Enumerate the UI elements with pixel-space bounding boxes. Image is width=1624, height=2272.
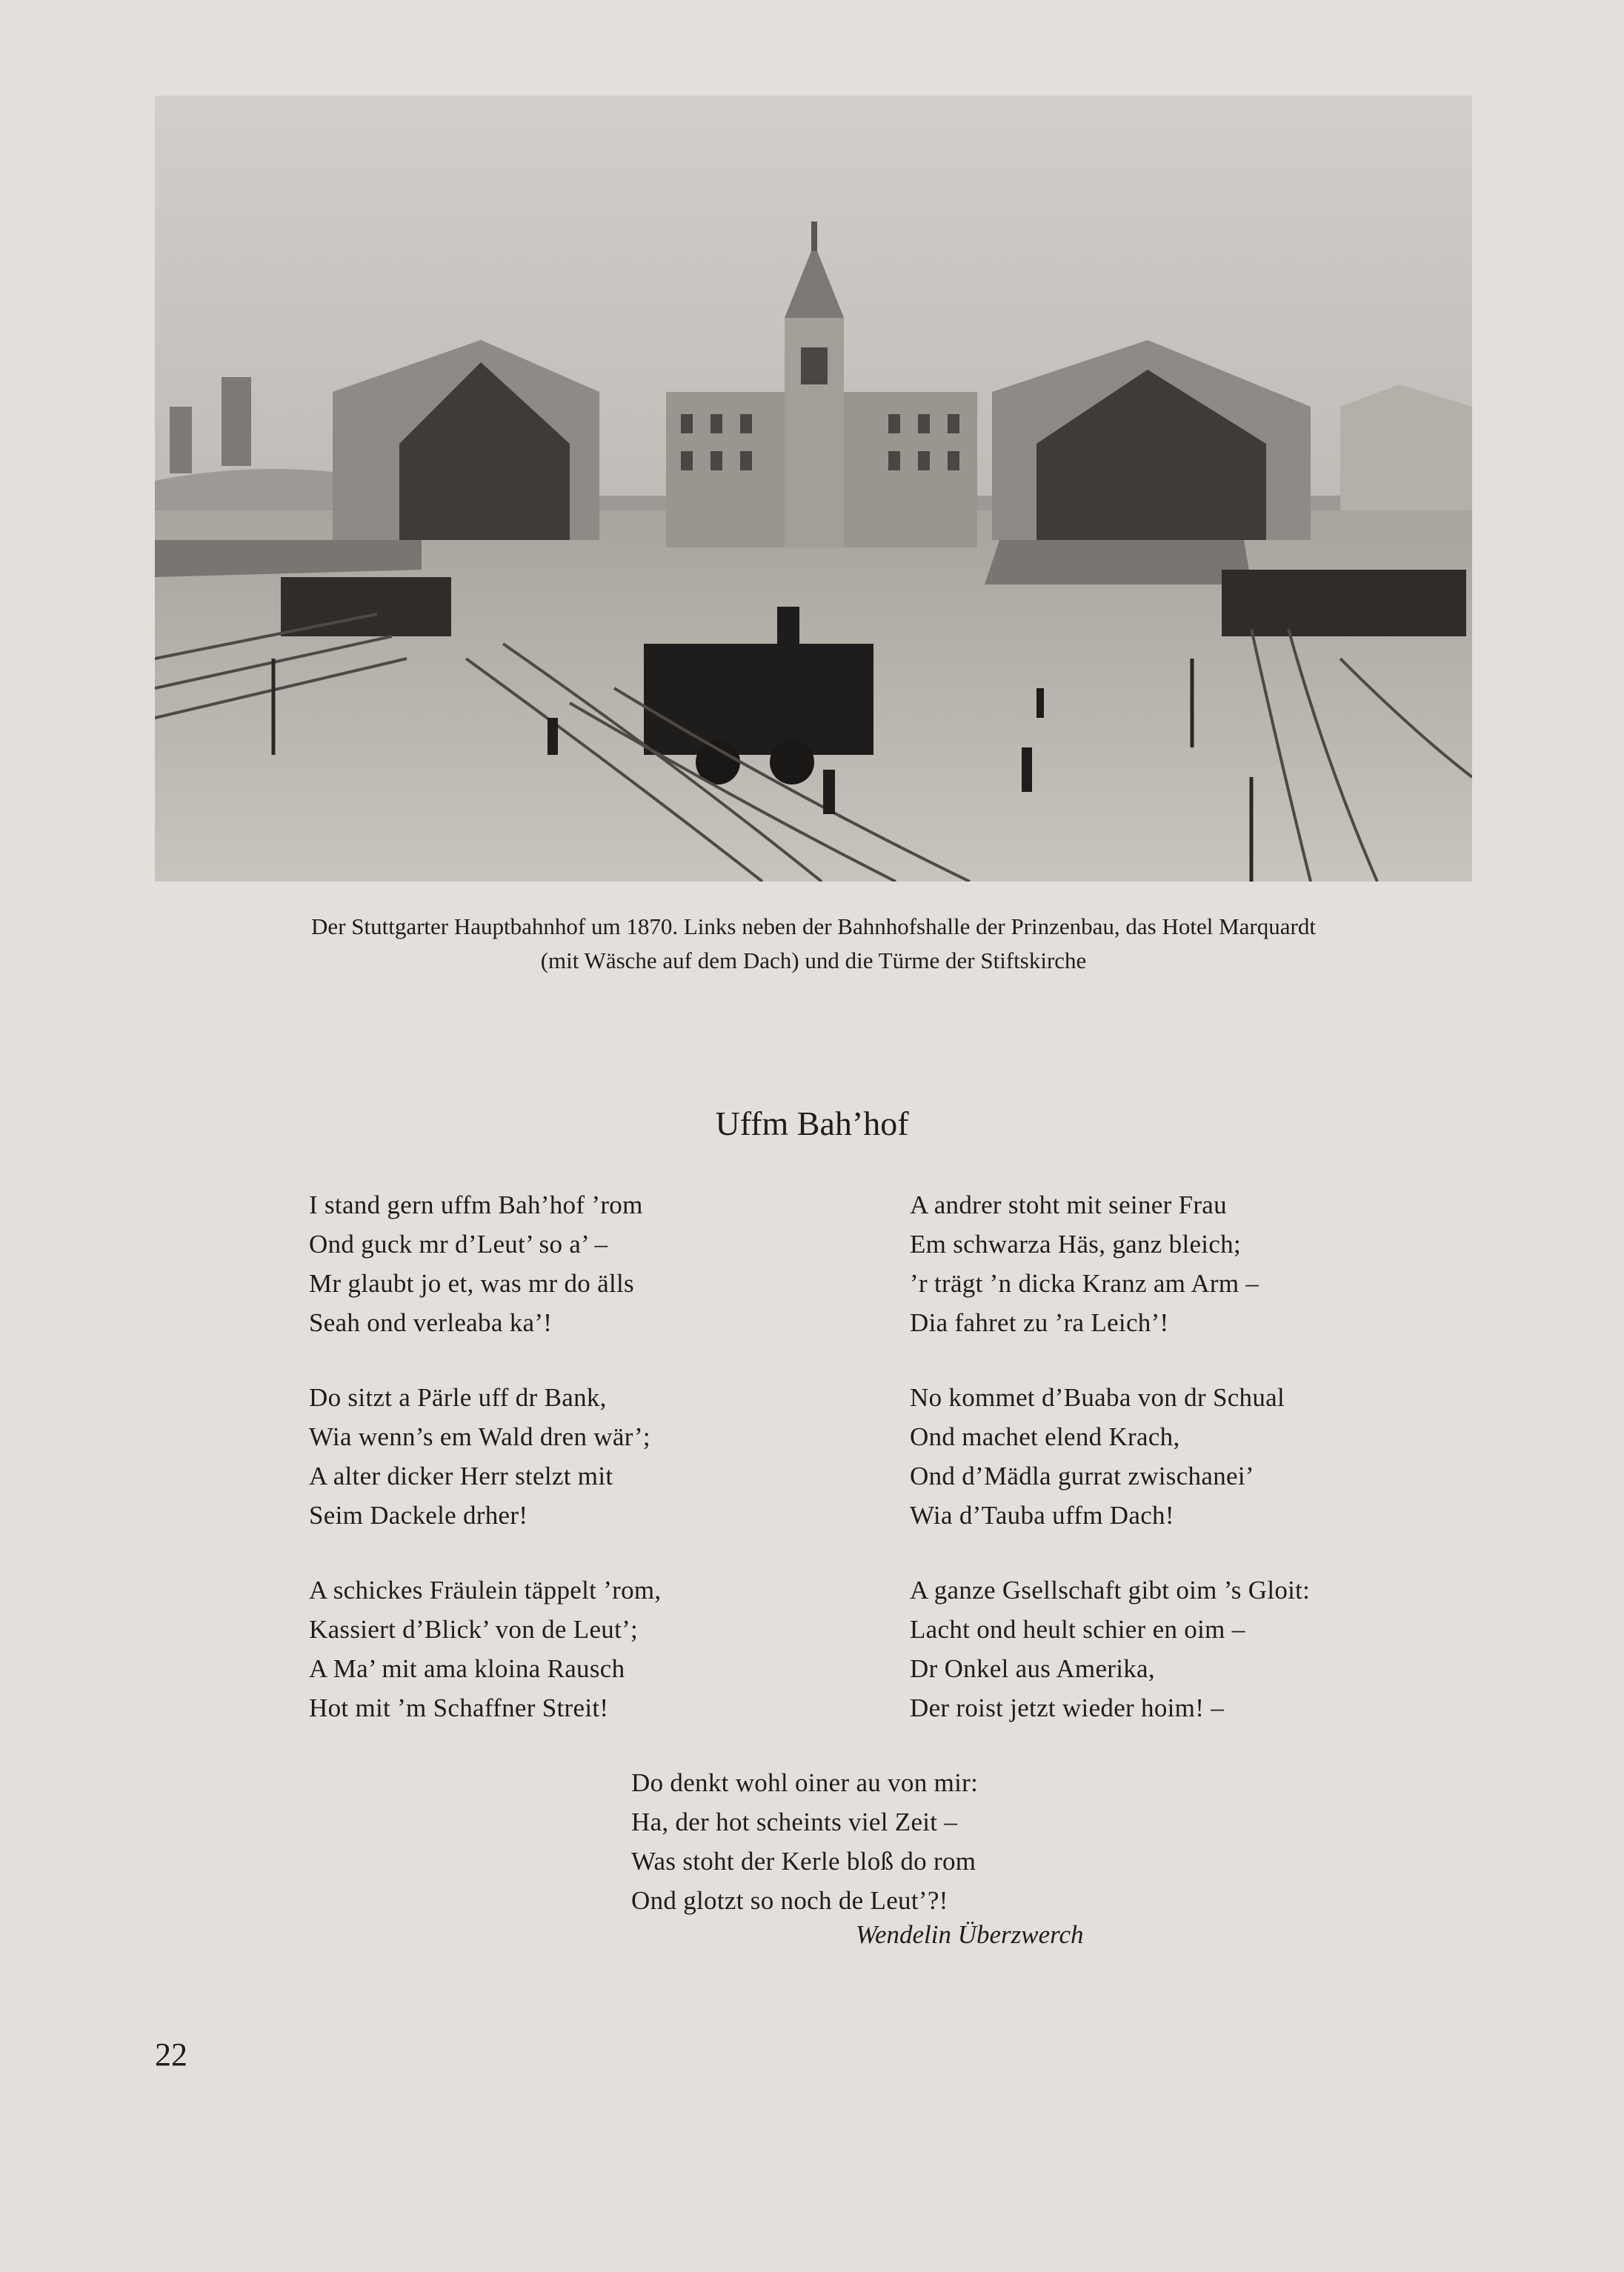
photo-caption <box>155 910 1472 978</box>
verse-line: Seim Dackele drher! <box>309 1501 528 1530</box>
poem-author: Wendelin Überzwerch <box>856 1920 1084 1949</box>
page-number: 22 <box>155 2036 187 2073</box>
stanza-right-3 <box>910 1570 1310 1728</box>
verse-line: Lacht ond heult schier en oim – <box>910 1615 1245 1644</box>
verse-line: I stand gern uffm Bah’hof ’rom <box>309 1190 643 1219</box>
stanza-final <box>631 1763 978 1920</box>
verse-line: Dr Onkel aus Amerika, <box>910 1654 1155 1683</box>
poem-title: Uffm Bah’hof <box>715 1105 909 1142</box>
verse-line: Ond machet elend Krach, <box>910 1422 1180 1451</box>
verse-line: Do denkt wohl oiner au von mir: <box>631 1768 979 1797</box>
stanza-right-1 <box>910 1185 1259 1342</box>
verse-line: Wia d’Tauba uffm Dach! <box>910 1501 1174 1530</box>
station-photo <box>155 96 1472 882</box>
verse-line: Der roist jetzt wieder hoim! – <box>910 1693 1225 1722</box>
verse-line: A schickes Fräulein täppelt ’rom, <box>309 1576 662 1605</box>
verse-line: Was stoht der Kerle bloß do rom <box>631 1847 976 1876</box>
verse-line: Hot mit ’m Schaffner Streit! <box>309 1693 609 1722</box>
verse-line: Seah ond verleaba ka’! <box>309 1308 553 1337</box>
verse-line: No kommet d’Buaba von dr Schual <box>910 1383 1285 1412</box>
stanza-left-1 <box>309 1185 643 1342</box>
verse-line: Ond glotzt so noch de Leut’?! <box>631 1886 948 1915</box>
verse-line: Kassiert d’Blick’ von de Leut’; <box>309 1615 639 1644</box>
stanza-right-2 <box>910 1378 1285 1535</box>
verse-line: Ond d’Mädla gurrat zwischanei’ <box>910 1462 1254 1490</box>
verse-line: Ond guck mr d’Leut’ so a’ – <box>309 1230 608 1259</box>
stuttgart-station-1870-image <box>155 96 1472 882</box>
verse-line: Em schwarza Häs, ganz bleich; <box>910 1230 1241 1259</box>
verse-line: Wia wenn’s em Wald dren wär’; <box>309 1422 650 1451</box>
stanza-left-3 <box>309 1570 661 1728</box>
verse-line: A Ma’ mit ama kloina Rausch <box>309 1654 625 1683</box>
verse-line: ’r trägt ’n dicka Kranz am Arm – <box>910 1269 1259 1298</box>
caption-line: (mit Wäsche auf dem Dach) und die Türme der Stiftskirche <box>540 947 1087 973</box>
verse-line: Mr glaubt jo et, was mr do älls <box>309 1269 634 1298</box>
verse-line: A alter dicker Herr stelzt mit <box>309 1462 613 1490</box>
verse-line: Dia fahret zu ’ra Leich’! <box>910 1308 1169 1337</box>
caption-line: Der Stuttgarter Hauptbahnhof um 1870. Links neben der Bahnhofshalle der Prinzenbau, das Hotel Marquardt <box>311 913 1316 939</box>
verse-line: A andrer stoht mit seiner Frau <box>910 1190 1227 1219</box>
verse-line: A ganze Gsellschaft gibt oim ’s Gloit: <box>910 1576 1311 1605</box>
verse-line: Do sitzt a Pärle uff dr Bank, <box>309 1383 607 1412</box>
verse-line: Ha, der hot scheints viel Zeit – <box>631 1808 958 1836</box>
stanza-left-2 <box>309 1378 650 1535</box>
